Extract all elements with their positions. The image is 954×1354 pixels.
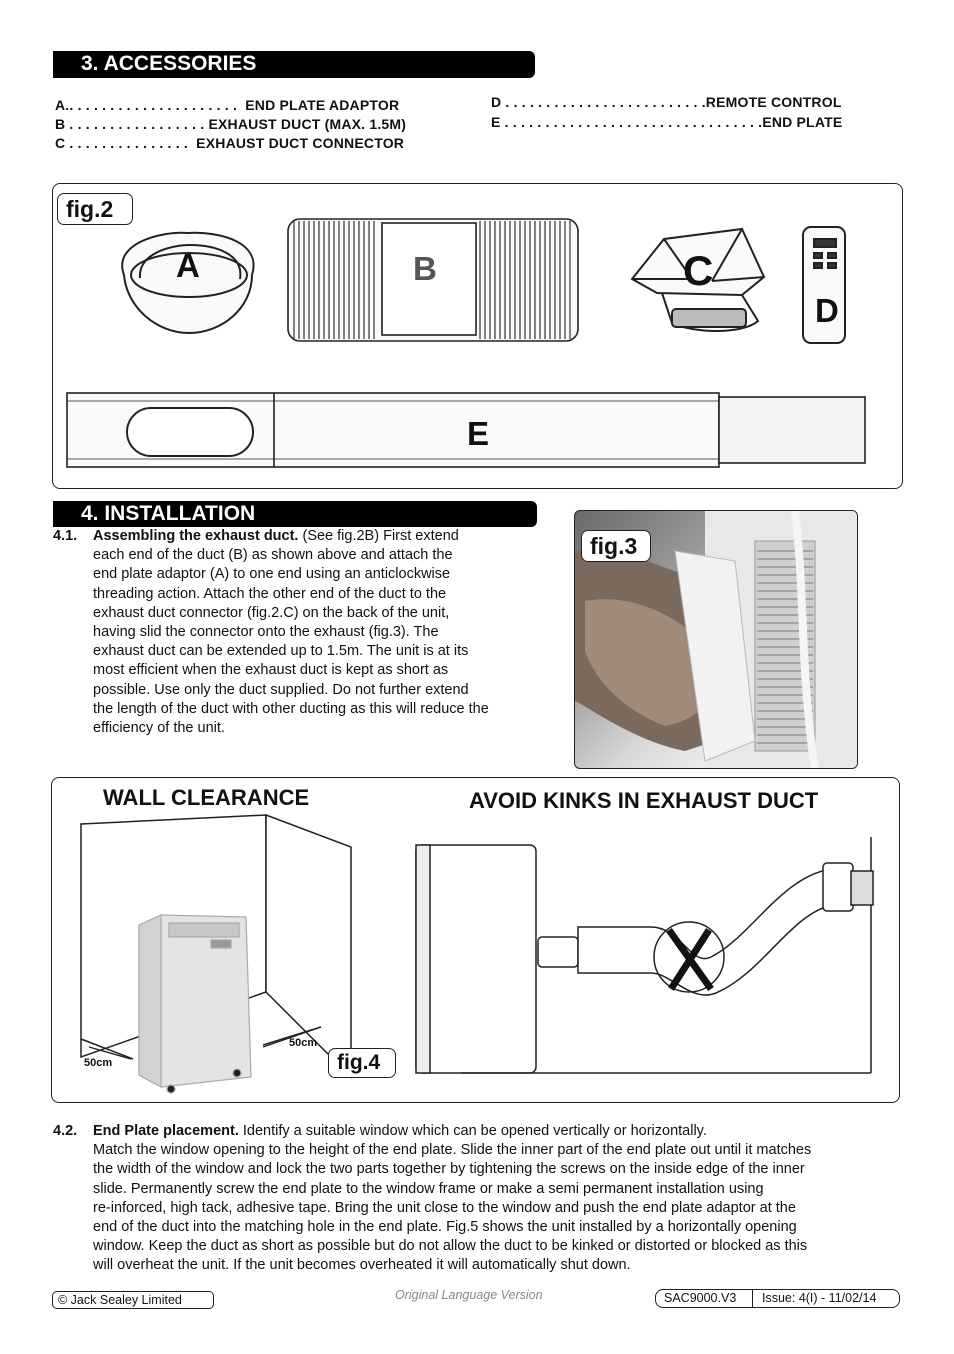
wall-clearance-title: WALL CLEARANCE xyxy=(103,785,310,810)
letter-e: E xyxy=(467,415,490,452)
accessory-d: D . . . . . . . . . . . . . . . . . . . . . . . . .REMOTE CONTROL xyxy=(491,94,842,110)
p41-line-7: most efficient when the exhaust duct is kept as short as xyxy=(93,662,449,679)
portable-ac-unit-drawing xyxy=(139,915,251,1093)
p42-line-3: slide. Permanently screw the end plate to the window frame or make a semi permanent installation using xyxy=(93,1180,764,1197)
p42-line-4: re-inforced, high tack, adhesive tape. Bring the unit close to the window and push the end plate adaptor at the xyxy=(93,1199,796,1216)
p42-line-6: window. Keep the duct as short as possible but do not allow the duct to be kinked or distorted or blocked as this xyxy=(93,1238,808,1255)
p42-line-0: Identify a suitable window which can be opened vertically or horizontally. xyxy=(238,1123,707,1139)
p41-line-2: end plate adaptor (A) to one end using an anticlockwise xyxy=(93,566,451,583)
accessories-heading: 3. ACCESSORIES xyxy=(53,51,535,78)
p41-body xyxy=(93,527,543,738)
p41-line-10: efficiency of the unit. xyxy=(93,720,225,737)
fig4-label: fig.4 xyxy=(328,1048,396,1078)
fig3-label: fig.3 xyxy=(581,530,651,562)
p42-number: 4.2. xyxy=(53,1123,78,1139)
p41-line-0: (See fig.2B) First extend xyxy=(298,528,459,544)
footer-model-issue xyxy=(655,1289,900,1308)
p41-line-8: possible. Use only the duct supplied. Do not further extend xyxy=(93,681,469,698)
p41-title: Assembling the exhaust duct. xyxy=(93,528,299,544)
accessory-c: C . . . . . . . . . . . . . . . EXHAUST DUCT CONNECTOR xyxy=(55,135,405,151)
p41-line-1: each end of the duct (B) as shown above and attach the xyxy=(93,547,453,564)
p41-number: 4.1. xyxy=(53,528,78,544)
p42-line-5: end of the duct into the matching hole in the end plate. Fig.5 shows the unit installed by a horizontally opening xyxy=(93,1219,797,1236)
end-plate-drawing xyxy=(67,393,865,467)
clearance-right-label: 50cm xyxy=(289,1037,318,1049)
fig2-label: fig.2 xyxy=(57,193,133,225)
footer-original-language: Original Language Version xyxy=(395,1288,543,1302)
p42-body xyxy=(93,1122,903,1276)
p42-title: End Plate placement. xyxy=(93,1123,239,1139)
letter-d: D xyxy=(815,292,839,329)
footer-copyright: © Jack Sealey Limited xyxy=(52,1291,214,1309)
letter-c: C xyxy=(683,247,714,294)
accessory-e: E . . . . . . . . . . . . . . . . . . . . . . . . . . . . . . . .END PLATE xyxy=(491,114,843,130)
accessory-a: A.. . . . . . . . . . . . . . . . . . . . . END PLATE ADAPTOR xyxy=(55,97,400,113)
letter-b: B xyxy=(413,250,437,287)
p41-line-4: exhaust duct connector (fig.2.C) on the back of the unit, xyxy=(93,604,450,621)
p42-line-2: the width of the window and lock the two parts together by tightening the screws on the inside edge of the inner xyxy=(93,1161,805,1178)
p41-line-3: threading action. Attach the other end of the duct to the xyxy=(93,585,447,602)
letter-a: A xyxy=(176,247,200,284)
p41-line-9: the length of the duct with other ducting as this will reduce the xyxy=(93,700,489,717)
avoid-kinks-drawing xyxy=(416,837,873,1073)
p42-line-7: will overheat the unit. If the unit becomes overheated it will automatically shut down. xyxy=(93,1257,631,1274)
footer-issue: Issue: 4(I) - 11/02/14 xyxy=(762,1291,877,1305)
clearance-left-label: 50cm xyxy=(84,1057,113,1069)
fig4-illustration xyxy=(51,777,900,1103)
footer-model: SAC9000.V3 xyxy=(656,1290,753,1307)
p42-line-1: Match the window opening to the height of the end plate. Slide the inner part of the end plate out until it matches xyxy=(93,1142,812,1159)
avoid-kinks-title: AVOID KINKS IN EXHAUST DUCT xyxy=(469,788,819,813)
p41-line-6: exhaust duct can be extended up to 1.5m. The unit is at its xyxy=(93,643,469,660)
installation-heading: 4. INSTALLATION xyxy=(53,501,537,527)
p41-line-5: having slid the connector onto the exhaust (fig.3). The xyxy=(93,624,439,641)
accessory-b: B . . . . . . . . . . . . . . . . . EXHAUST DUCT (MAX. 1.5M) xyxy=(55,116,407,132)
